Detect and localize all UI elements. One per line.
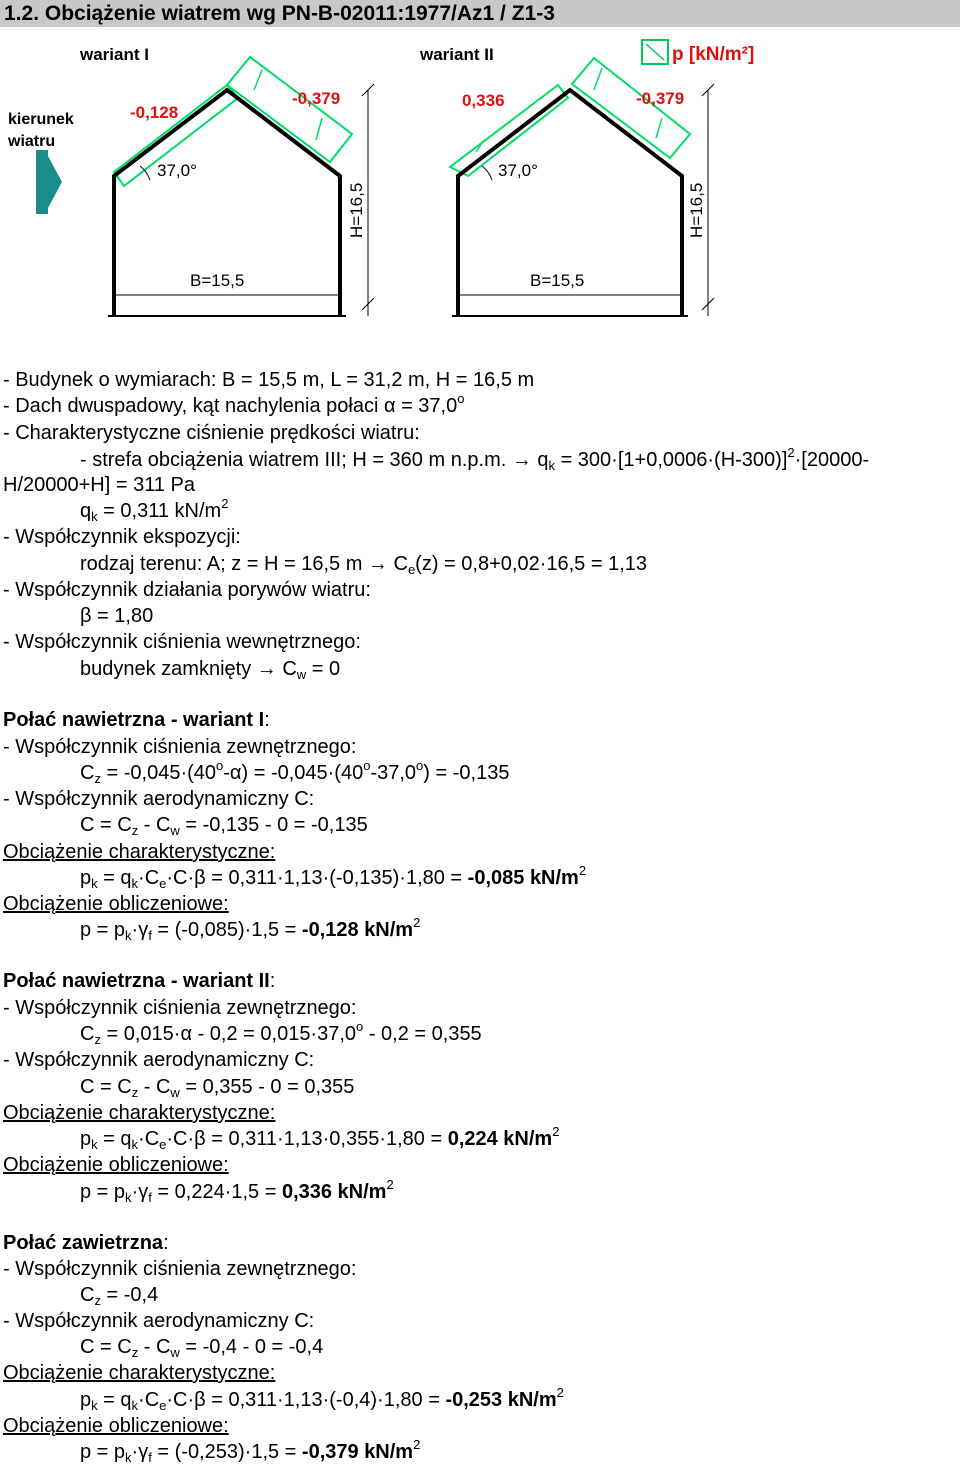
char-pressure-heading: - Charakterystyczne ciśnienie prędkości wiatru:	[3, 422, 420, 444]
s2-c-formula: $C = C_z - C_w = 0,355 - 0 = 0,355$	[80, 1076, 355, 1100]
s1-design-load-heading: Obciążenie obliczeniowe:	[3, 893, 229, 915]
v2-height: H=16,5	[687, 182, 706, 238]
section-windward-v2-title: Połać nawietrzna - wariant II:	[3, 970, 276, 992]
wind-label-line1: kierunek	[8, 111, 74, 128]
s2-char-load-formula: $p_k = q_k\cdot C_e\cdot C\cdot\beta = 0,311\cdot 1,13\cdot 0,355\cdot 1,80 = 0,224$ $kN/m^2$	[80, 1124, 560, 1152]
roof-slope: - Dach dwuspadowy, kąt nachylenia połaci $\alpha = 37,0^o$	[3, 391, 465, 417]
s1-char-load-formula: $p_k = q_k\cdot C_e\cdot C\cdot\beta = 0,311\cdot 1,13\cdot(-0,135)\cdot 1,80 = -0,085$ $kN/m^2$	[80, 863, 587, 891]
s3-aero-heading: - Współczynnik aerodynamiczny C:	[3, 1310, 315, 1332]
legend-label: p [kN/m²]	[672, 44, 755, 65]
v2-right-value: -0,379	[636, 89, 685, 108]
section-windward-v1-title: Połać nawietrzna - wariant I:	[3, 709, 270, 731]
exposure-heading: - Współczynnik ekspozycji:	[3, 526, 241, 548]
page-title: 1.2. Obciążenie wiatrem wg PN-B-02011:1977/Az1 / Z1-3	[0, 0, 960, 27]
v2-left-value: 0,336	[462, 91, 505, 110]
s3-design-load-formula: $p = p_k\cdot\gamma_f = (-0,253)\cdot 1,5 = -0,379$ $kN/m^2$	[80, 1437, 421, 1465]
load-area-right-v2	[572, 58, 690, 158]
s2-design-load-heading: Obciążenie obliczeniowe:	[3, 1154, 229, 1176]
s1-design-load-formula: $p = p_k\cdot\gamma_f = (-0,085)\cdot 1,5 = -0,128$ $kN/m^2$	[80, 915, 421, 943]
s1-aero-heading: - Współczynnik aerodynamiczny C:	[3, 788, 315, 810]
s1-c-formula: $C = C_z - C_w = -0,135 - 0 = -0,135$	[80, 814, 368, 838]
s3-design-load-heading: Obciążenie obliczeniowe:	[3, 1415, 229, 1437]
house-variant-1	[108, 57, 374, 316]
wind-load-diagram	[0, 27, 960, 327]
gust-value: β = 1,80	[80, 605, 154, 627]
s2-cz-formula: $C_z = 0,015\cdot\alpha - 0,2 = 0,015\cdot 37,0^o - 0,2 = 0,355$	[80, 1019, 482, 1047]
s3-cz-formula: $C_z = -0,4$	[80, 1284, 159, 1308]
s2-ext-pressure-heading: - Współczynnik ciśnienia zewnętrznego:	[3, 997, 357, 1019]
s2-design-load-formula: $p = p_k\cdot\gamma_f = 0,224\cdot 1,5 = 0,336$ $kN/m^2$	[80, 1177, 394, 1205]
s2-aero-heading: - Współczynnik aerodynamiczny C:	[3, 1049, 315, 1071]
exposure-formula: rodzaj terenu: A; z = H = 16,5 $m \to C_e(z) = 0,8+0,02\cdot 16,5 = 1,13$	[80, 553, 647, 577]
internal-pressure-value: budynek zamknięty → $C_w = 0$	[80, 658, 341, 682]
v1-left-value: -0,128	[130, 103, 179, 122]
internal-pressure-heading: - Współczynnik ciśnienia wewnętrznego:	[3, 631, 361, 653]
s3-char-load-heading: Obciążenie charakterystyczne:	[3, 1362, 276, 1384]
s1-char-load-heading: Obciążenie charakterystyczne:	[3, 841, 276, 863]
qk-value: $q_k = 0,311$ $kN/m^2$	[80, 496, 229, 524]
v1-angle: 37,0°	[157, 161, 197, 180]
variant-1-label: wariant I	[80, 45, 149, 64]
s1-ext-pressure-heading: - Współczynnik ciśnienia zewnętrznego:	[3, 736, 357, 758]
s3-c-formula: $C = C_z - C_w = -0,4 - 0 = -0,4$	[80, 1336, 324, 1360]
wind-label-line2: wiatru	[8, 133, 56, 150]
house-variant-2	[450, 58, 714, 316]
s3-ext-pressure-heading: - Współczynnik ciśnienia zewnętrznego:	[3, 1258, 357, 1280]
section-leeward-title: Połać zawietrzna:	[3, 1232, 169, 1254]
v2-width: B=15,5	[530, 271, 585, 290]
s2-char-load-heading: Obciążenie charakterystyczne:	[3, 1102, 276, 1124]
v1-right-value: -0,379	[292, 89, 341, 108]
wind-direction-arrow-icon	[36, 150, 62, 214]
v1-width: B=15,5	[190, 271, 245, 290]
v2-angle: 37,0°	[498, 161, 538, 180]
legend	[642, 40, 754, 65]
load-area-right-v1	[227, 57, 352, 162]
s1-cz-formula: $C_z = -0,045\cdot(40^o-\alpha) = -0,045\cdot(40^o-37,0^o) = -0,135$	[80, 758, 510, 786]
s3-char-load-formula: $p_k = q_k\cdot C_e\cdot C\cdot\beta = 0,311\cdot 1,13\cdot(-0,4)\cdot 1,80 = -0,253$ $kN/m^2$	[80, 1385, 564, 1413]
v1-height: H=16,5	[347, 182, 366, 238]
wind-zone-formula: - strefa obciążenia wiatrem III; H = 360 m n.p.m. → $q_k = 300\cdot[1+0,0006\cdot(H-300)]^2\cdot[20000-$	[80, 445, 870, 473]
building-dimensions: - Budynek o wymiarach: B = 15,5 m, L = 31,2 m, H = 16,5 m	[3, 369, 535, 391]
wind-zone-result: H/20000+H] = 311 Pa	[3, 474, 195, 496]
variant-2-label: wariant II	[420, 45, 494, 64]
gust-heading: - Współczynnik działania porywów wiatru:	[3, 579, 371, 601]
